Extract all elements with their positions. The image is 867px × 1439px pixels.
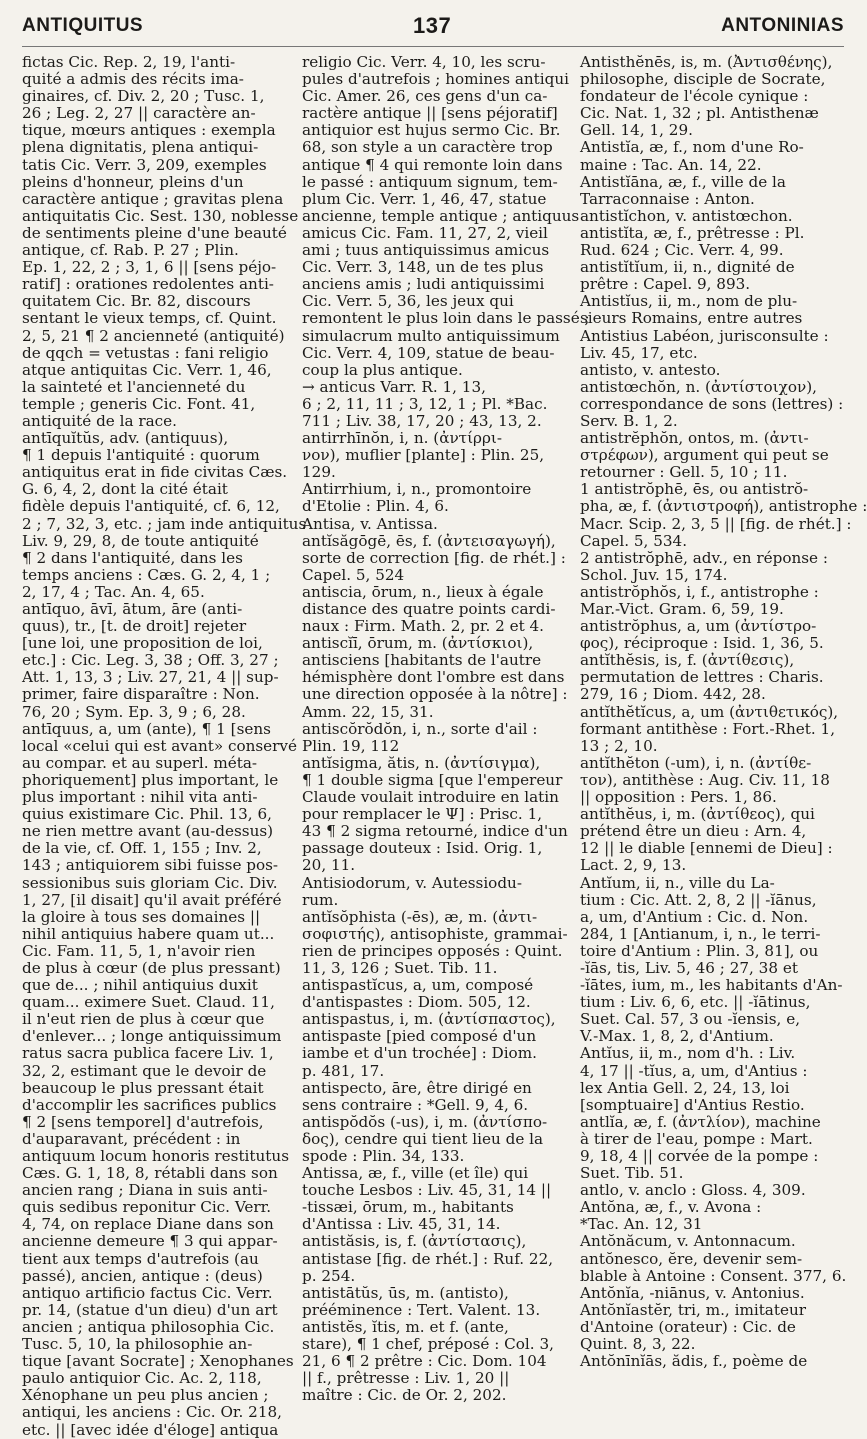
- text-line: tium : Cic. Att. 2, 8, 2 || -ĭānus,: [580, 890, 817, 909]
- text-line: quus), tr., [t. de droit] rejeter: [22, 617, 247, 636]
- text-line: prétend être un dieu : Arn. 4,: [580, 822, 807, 841]
- text-line: antiquo artificio factus Cic. Verr.: [22, 1283, 273, 1302]
- text-line: Antŏnīnĭās, ădis, f., poème de: [580, 1352, 808, 1371]
- text-line: antĭthĕus, i, m. (ἀντίθεος), qui: [580, 805, 815, 824]
- text-line: stare), ¶ 1 chef, préposé : Col. 3,: [302, 1335, 554, 1354]
- text-line: pour remplacer le Ψ] : Prisc. 1,: [302, 805, 543, 824]
- text-line: de sentiments pleine d'une beauté: [22, 223, 287, 242]
- text-line: antlĭa, æ, f. (ἀντλίον), machine: [580, 1112, 821, 1131]
- text-line: antisto, v. antesto.: [580, 360, 721, 379]
- text-line: Antistĭa, æ, f., nom d'une Ro-: [580, 138, 804, 157]
- text-line: d'Etolie : Plin. 4, 6.: [302, 497, 449, 516]
- text-line: pha, æ, f. (ἀντιστροφή), antistrophe :: [580, 497, 867, 516]
- text-line: tique [avant Socrate] ; Xenophanes: [22, 1352, 294, 1371]
- text-line: quam... eximere Suet. Claud. 11,: [22, 993, 275, 1012]
- text-line: coup la plus antique.: [302, 360, 463, 379]
- text-line: Antĭus, ii, m., nom d'h. : Liv.: [580, 1044, 796, 1063]
- text-line: permutation de lettres : Charis.: [580, 668, 824, 687]
- text-line: antistātŭs, ūs, m. (antisto),: [302, 1283, 509, 1302]
- text-line: Gell. 14, 1, 29.: [580, 121, 693, 140]
- text-line: antiquior est hujus sermo Cic. Br.: [302, 121, 561, 140]
- text-line: à tirer de l'eau, pompe : Mart.: [580, 1129, 813, 1148]
- header-rule: [22, 46, 844, 47]
- text-line: antistrŏphŏs, i, f., antistrophe :: [580, 582, 819, 601]
- text-line: simulacrum multo antiquissimum: [302, 326, 560, 345]
- text-line: de la vie, cf. Off. 1, 155 ; Inv. 2,: [22, 839, 262, 858]
- text-line: Liv. 9, 29, 8, de toute antiquité: [22, 531, 259, 550]
- text-line: blable à Antoine : Consent. 377, 6.: [580, 1266, 847, 1285]
- text-line: Capel. 5, 534.: [580, 531, 688, 550]
- text-line: antispŏdŏs (-us), i, m. (ἀντίσπο-: [302, 1112, 548, 1131]
- text-line: Antirrhium, i, n., promontoire: [302, 480, 532, 499]
- text-line: plum Cic. Verr. 1, 46, 47, statue: [302, 189, 547, 208]
- text-line: antiquum locum honoris restitutus: [22, 1147, 289, 1165]
- text-line: ancien rang ; Diana in suis anti-: [22, 1181, 268, 1200]
- text-line: ancienne demeure ¶ 3 qui appar-: [22, 1232, 278, 1251]
- text-line: antique ¶ 4 qui remonte loin dans: [302, 155, 563, 174]
- text-line: Lact. 2, 9, 13.: [580, 856, 687, 875]
- text-line: -tissæi, ōrum, m., habitants: [302, 1198, 514, 1217]
- text-line: p. 254.: [302, 1266, 356, 1285]
- text-line: antirrhīnŏn, i, n. (ἀντίρρι-: [302, 429, 502, 448]
- text-line: antlo, v. anclo : Gloss. 4, 309.: [580, 1181, 806, 1200]
- text-line: correspondance de sons (lettres) :: [580, 394, 844, 413]
- text-line: φος), réciproque : Isid. 1, 36, 5.: [580, 634, 824, 653]
- text-line: sens contraire : *Gell. 9, 4, 6.: [302, 1095, 529, 1114]
- text-line: rien de principes opposés : Quint.: [302, 941, 563, 960]
- text-line: Ep. 1, 22, 2 ; 3, 1, 6 || [sens péjo-: [22, 258, 277, 277]
- text-line: Serv. B. 1, 2.: [580, 411, 678, 430]
- text-line: nihil antiquius habere quam ut...: [22, 924, 275, 943]
- text-line: Antĭum, ii, n., ville du La-: [580, 873, 775, 892]
- text-line: 2 ; 7, 32, 3, etc. ; jam inde antiquitus: [22, 514, 307, 533]
- text-line: Cæs. G. 1, 18, 8, rétabli dans son: [22, 1164, 278, 1183]
- text-line: passé), ancien, antique : (deus): [22, 1266, 263, 1285]
- text-line: 1 antistrŏphē, ēs, ou antistrŏ-: [580, 480, 809, 499]
- text-line: σοφιστής), antisophiste, grammai-: [302, 924, 568, 943]
- text-line: Cic. Verr. 4, 109, statue de beau-: [302, 343, 555, 362]
- text-line: quius existimare Cic. Phil. 13, 6,: [22, 805, 272, 824]
- text-line: remontent le plus loin dans le passé ;: [302, 309, 590, 328]
- text-line: iambe et d'un trochée] : Diom.: [302, 1044, 537, 1063]
- text-line: Liv. 45, 17, etc.: [580, 343, 698, 362]
- text-line: tient aux temps d'autrefois (au: [22, 1249, 259, 1268]
- text-line: tatis Cic. Verr. 3, 209, exemples: [22, 155, 267, 174]
- text-line: 21, 6 ¶ 2 prêtre : Cic. Dom. 104: [302, 1352, 547, 1371]
- text-line: antiqui, les anciens : Cic. Or. 218,: [22, 1403, 282, 1422]
- text-line: quité a admis des récits ima-: [22, 70, 244, 89]
- text-line: philosophe, disciple de Socrate,: [580, 70, 826, 89]
- text-line: antīquo, āvī, ātum, āre (anti-: [22, 600, 243, 618]
- text-line: Cic. Verr. 3, 148, un de tes plus: [302, 258, 544, 277]
- text-line: Macr. Scip. 2, 3, 5 || [fig. de rhét.] :: [580, 514, 852, 533]
- text-line: ractère antique || [sens péjoratif]: [302, 104, 558, 123]
- text-line: antistĭchon, v. antistœchon.: [580, 206, 793, 225]
- text-line: plus important : nihil vita anti-: [22, 788, 258, 807]
- text-line: antistrŏphus, a, um (ἀντίστρο-: [580, 617, 817, 636]
- text-line: 68, son style a un caractère trop: [302, 138, 553, 157]
- text-line: Capel. 5, 524: [302, 565, 405, 584]
- text-line: phoriquement] plus important, le: [22, 770, 279, 789]
- text-line: hémisphère dont l'ombre est dans: [302, 668, 565, 687]
- text-line: antĭsŏphista (-ēs), æ, m. (ἀντι-: [302, 907, 538, 926]
- text-line: de plus à cœur (de plus pressant): [22, 958, 281, 977]
- text-line: ¶ 2 [sens temporel] d'autrefois,: [22, 1112, 264, 1131]
- text-line: caractère antique ; gravitas plena: [22, 189, 284, 208]
- text-line: 2, 5, 21 ¶ 2 ancienneté (antiquité): [22, 326, 285, 345]
- text-line: temple ; generis Cic. Font. 41,: [22, 394, 256, 413]
- text-line: Antisiodorum, v. Autessiodu-: [302, 873, 522, 892]
- text-line: antiscĭī, ōrum, m. (ἀντίσκιοι),: [302, 634, 534, 653]
- text-line: ne rien mettre avant (au-dessus): [22, 822, 274, 841]
- text-line: formant antithèse : Fort.-Rhet. 1,: [580, 719, 836, 738]
- text-line: fidèle depuis l'antiquité, cf. 6, 12,: [22, 497, 280, 516]
- text-line: beaucoup le plus pressant était: [22, 1078, 264, 1097]
- text-line: distance des quatre points cardi-: [302, 600, 556, 618]
- text-line: antiscia, ōrum, n., lieux à égale: [302, 582, 544, 601]
- text-line: antique, cf. Rab. P. 27 ; Plin.: [22, 241, 239, 260]
- text-line: p. 481, 17.: [302, 1061, 385, 1080]
- text-line: [une loi, une proposition de loi,: [22, 634, 263, 653]
- text-line: maine : Tac. An. 14, 22.: [580, 155, 762, 174]
- text-line: 32, 2, estimant que le devoir de: [22, 1061, 267, 1080]
- text-line: Cic. Verr. 5, 36, les jeux qui: [302, 292, 514, 311]
- text-line: Cic. Fam. 11, 5, 1, n'avoir rien: [22, 941, 256, 960]
- text-line: une direction opposée à la nôtre] :: [302, 685, 568, 704]
- text-line: touche Lesbos : Liv. 45, 31, 14 ||: [302, 1181, 552, 1200]
- text-line: antiquitus erat in fide civitas Cæs.: [22, 463, 288, 482]
- text-line: 1, 27, [il disait] qu'il avait préféré: [22, 890, 282, 909]
- text-line: quis sedibus reponitur Cic. Verr.: [22, 1198, 272, 1217]
- text-line: 2 antistrŏphē, adv., en réponse :: [580, 548, 828, 567]
- text-line: temps anciens : Cæs. G. 2, 4, 1 ;: [22, 565, 271, 584]
- text-line: G. 6, 4, 2, dont la cité était: [22, 480, 228, 499]
- text-line: 711 ; Liv. 38, 17, 20 ; 43, 13, 2.: [302, 411, 542, 430]
- text-line: -ĭātes, ium, m., les habitants d'An-: [580, 976, 843, 995]
- text-line: Antistius Labéon, jurisconsulte :: [580, 326, 829, 345]
- text-line: pules d'autrefois ; homines antiqui: [302, 70, 569, 89]
- text-line: antispaste [pied composé d'un: [302, 1027, 537, 1046]
- text-line: antīquĭtŭs, adv. (antiquus),: [22, 429, 229, 448]
- text-line: Claude voulait introduire en latin: [302, 788, 559, 807]
- text-line: ancienne, temple antique ; antiquus: [302, 206, 580, 225]
- text-line: Cic. Nat. 1, 32 ; pl. Antisthenæ: [580, 104, 819, 123]
- text-line: spode : Plin. 34, 133.: [302, 1147, 465, 1165]
- text-line: ami ; tuus antiquissimus amicus: [302, 241, 550, 260]
- text-line: le passé : antiquum signum, tem-: [302, 172, 558, 191]
- text-line: antiquité de la race.: [22, 411, 177, 430]
- text-line: amicus Cic. Fam. 11, 27, 2, vieil: [302, 223, 548, 242]
- text-line: antĭsăgōgē, ēs, f. (ἀντεισαγωγή),: [302, 531, 556, 550]
- text-line: 4, 17 || -tĭus, a, um, d'Antius :: [580, 1061, 808, 1080]
- text-line: Tarraconnaise : Anton.: [580, 189, 755, 208]
- text-line: Quint. 8, 3, 22.: [580, 1335, 696, 1354]
- text-line: antisciens [habitants de l'autre: [302, 651, 542, 670]
- text-line: antĭthĕsis, is, f. (ἀντίθεσις),: [580, 651, 795, 670]
- text-line: fondateur de l'école cynique :: [580, 87, 809, 106]
- text-line: au compar. et au superl. méta-: [22, 753, 258, 772]
- text-line: plena dignitatis, plena antiqui-: [22, 138, 259, 157]
- text-line: antĭthĕtĭcus, a, um (ἀντιθετικός),: [580, 702, 839, 721]
- text-line: a, um, d'Antium : Cic. d. Non.: [580, 907, 809, 926]
- text-line: Antissa, æ, f., ville (et île) qui: [302, 1164, 529, 1183]
- text-line: ¶ 1 double sigma [que l'empereur: [302, 770, 563, 789]
- text-line: pleins d'honneur, pleins d'un: [22, 172, 244, 191]
- text-line: tium : Liv. 6, 6, etc. || -ĭātinus,: [580, 993, 811, 1012]
- text-line: ¶ 1 depuis l'antiquité : quorum: [22, 446, 260, 465]
- text-line: atque antiquitas Cic. Verr. 1, 46,: [22, 360, 272, 379]
- column-2: [302, 53, 590, 1405]
- text-line: la sainteté et l'ancienneté du: [22, 377, 246, 396]
- text-line: antĭthĕton (-um), i, n. (ἀντίθε-: [580, 753, 812, 772]
- text-line: ginaires, cf. Div. 2, 20 ; Tusc. 1,: [22, 87, 265, 106]
- text-line: 13 ; 2, 10.: [580, 736, 658, 755]
- text-line: maître : Cic. de Or. 2, 202.: [302, 1386, 507, 1405]
- text-line: sorte de correction [fig. de rhét.] :: [302, 548, 566, 567]
- text-line: ratus sacra publica facere Liv. 1,: [22, 1044, 274, 1063]
- header-left-headword: ANTIQUITUS: [22, 15, 144, 36]
- text-line: → anticus Varr. R. 1, 13,: [302, 377, 486, 396]
- text-line: antiscŏrŏdŏn, i, n., sorte d'ail :: [302, 719, 538, 738]
- text-line: ancien ; antiqua philosophia Cic.: [22, 1317, 275, 1336]
- text-line: prêtre : Capel. 9, 893.: [580, 275, 751, 294]
- text-line: ratif] : orationes redolentes anti-: [22, 275, 274, 294]
- text-line: primer, faire disparaître : Non.: [22, 685, 260, 704]
- text-line: antispastĭcus, a, um, composé: [302, 976, 534, 995]
- text-line: Suet. Tib. 51.: [580, 1164, 684, 1183]
- text-line: 284, 1 [Antianum, i, n., le terri-: [580, 924, 821, 943]
- text-line: νον), muflier [plante] : Plin. 25,: [302, 446, 545, 465]
- text-line: 143 ; antiquiorem sibi fuisse pos-: [22, 856, 279, 875]
- text-line: antistœchŏn, n. (ἀντίστοιχον),: [580, 377, 817, 396]
- text-line: retourner : Gell. 5, 10 ; 11.: [580, 463, 788, 482]
- text-line: || opposition : Pers. 1, 86.: [580, 788, 777, 807]
- text-line: d'accomplir les sacrifices publics: [22, 1095, 277, 1114]
- text-line: || f., prêtresse : Liv. 1, 20 ||: [302, 1369, 510, 1388]
- text-line: pr. 14, (statue d'un dieu) d'un art: [22, 1300, 278, 1319]
- text-line: que de... ; nihil antiquius duxit: [22, 976, 258, 995]
- text-line: d'auparavant, précédent : in: [22, 1129, 241, 1148]
- text-line: 43 ¶ 2 sigma retourné, indice d'un: [302, 822, 568, 841]
- text-line: antĭsigma, ătis, n. (ἀντίσιγμα),: [302, 753, 541, 772]
- text-line: Schol. Juv. 15, 174.: [580, 565, 728, 584]
- text-line: -ĭās, tis, Liv. 5, 46 ; 27, 38 et: [580, 958, 798, 977]
- text-line: 129.: [302, 463, 336, 482]
- text-line: 279, 16 ; Diom. 442, 28.: [580, 685, 766, 704]
- text-line: Antistĭus, ii, m., nom de plu-: [580, 292, 798, 311]
- text-line: etc. || [avec idée d'éloge] antiqua: [22, 1420, 279, 1439]
- text-line: paulo antiquior Cic. Ac. 2, 118,: [22, 1369, 262, 1388]
- text-line: 4, 74, on replace Diane dans son: [22, 1215, 274, 1234]
- text-line: rum.: [302, 890, 339, 909]
- text-line: antistĭta, æ, f., prêtresse : Pl.: [580, 223, 805, 242]
- text-line: antistăsis, is, f. (ἀντίστασις),: [302, 1232, 527, 1251]
- text-line: Antistĭāna, æ, f., ville de la: [580, 172, 786, 191]
- text-line: quitatem Cic. Br. 82, discours: [22, 292, 251, 311]
- text-line: antistĕs, ĭtis, m. et f. (ante,: [302, 1317, 509, 1336]
- text-line: Antŏnăcum, v. Antonnacum.: [580, 1232, 796, 1251]
- text-line: Xénophane un peu plus ancien ;: [22, 1386, 269, 1405]
- text-line: Att. 1, 13, 3 ; Liv. 27, 21, 4 || sup-: [22, 668, 279, 687]
- text-line: prééminence : Tert. Valent. 13.: [302, 1300, 541, 1319]
- text-line: sentant le vieux temps, cf. Quint.: [22, 309, 277, 328]
- text-line: d'Antissa : Liv. 45, 31, 14.: [302, 1215, 501, 1234]
- text-line: 12 || le diable [ennemi de Dieu] :: [580, 839, 833, 858]
- text-line: antispastus, i, m. (ἀντίσπαστος),: [302, 1010, 556, 1029]
- text-line: antistĭtĭum, ii, n., dignité de: [580, 258, 795, 277]
- text-line: *Tac. An. 12, 31: [580, 1215, 703, 1234]
- text-line: Antisa, v. Antissa.: [302, 514, 438, 533]
- text-line: Antŏnĭa, -niānus, v. Antonius.: [580, 1283, 805, 1302]
- text-line: tique, mœurs antiques : exempla: [22, 121, 276, 140]
- text-line: 26 ; Leg. 2, 27 || caractère an-: [22, 104, 256, 123]
- text-line: local «celui qui est avant» conservé: [22, 736, 297, 755]
- text-line: de qqch = vetustas : fani religio: [22, 343, 269, 362]
- text-line: toire d'Antium : Plin. 3, 81], ou: [580, 941, 819, 960]
- text-line: antistrĕphŏn, ontos, m. (ἀντι-: [580, 429, 809, 448]
- text-line: d'Antoine (orateur) : Cic. de: [580, 1317, 796, 1336]
- text-line: d'antispastes : Diom. 505, 12.: [302, 993, 531, 1012]
- text-line: [somptuaire] d'Antius Restio.: [580, 1095, 805, 1114]
- text-line: 20, 11.: [302, 856, 356, 875]
- text-line: religio Cic. Verr. 4, 10, les scru-: [302, 53, 546, 71]
- text-line: στρέφων), argument qui peut se: [580, 446, 829, 465]
- text-line: Tusc. 5, 10, la philosophie an-: [22, 1335, 253, 1354]
- text-line: Antŏna, æ, f., v. Avona :: [580, 1198, 762, 1217]
- text-line: antīquus, a, um (ante), ¶ 1 [sens: [22, 719, 271, 738]
- text-line: passage douteux : Isid. Orig. 1,: [302, 839, 543, 858]
- text-line: sieurs Romains, entre autres: [580, 309, 803, 328]
- text-line: lex Antia Gell. 2, 24, 13, loi: [580, 1078, 790, 1097]
- header-right-headword: ANTONINIAS: [721, 15, 844, 36]
- text-line: naux : Firm. Math. 2, pr. 2 et 4.: [302, 617, 544, 636]
- text-line: Mar.-Vict. Gram. 6, 59, 19.: [580, 600, 784, 618]
- text-line: 9, 18, 4 || corvée de la pompe :: [580, 1147, 819, 1165]
- text-line: 76, 20 ; Sym. Ep. 3, 9 ; 6, 28.: [22, 702, 246, 721]
- text-line: δος), cendre qui tient lieu de la: [302, 1129, 544, 1148]
- text-line: d'enlever... ; longe antiquissimum: [22, 1027, 282, 1046]
- text-line: il n'eut rien de plus à cœur que: [22, 1010, 265, 1029]
- page-number: 137: [413, 13, 452, 38]
- text-line: antŏnesco, ĕre, devenir sem-: [580, 1249, 803, 1268]
- text-line: Plin. 19, 112: [302, 736, 400, 755]
- text-line: V.-Max. 1, 8, 2, d'Antium.: [580, 1027, 774, 1046]
- text-line: la gloire à tous ses domaines ||: [22, 907, 261, 926]
- text-line: Antisthĕnēs, is, m. (Ἀντισθένης),: [580, 53, 833, 71]
- text-line: antiquitatis Cic. Sest. 130, noblesse: [22, 206, 299, 225]
- text-line: 2, 17, 4 ; Tac. An. 4, 65.: [22, 582, 205, 601]
- text-line: Amm. 22, 15, 31.: [302, 702, 434, 721]
- text-line: 11, 3, 126 ; Suet. Tib. 11.: [302, 958, 498, 977]
- text-line: 6 ; 2, 11, 11 ; 3, 12, 1 ; Pl. *Bac.: [302, 394, 548, 413]
- text-line: τον), antithèse : Aug. Civ. 11, 18: [580, 770, 830, 789]
- text-line: ¶ 2 dans l'antiquité, dans les: [22, 548, 243, 567]
- text-line: sessionibus suis gloriam Cic. Div.: [22, 873, 278, 892]
- text-line: antispecto, āre, être dirigé en: [302, 1078, 532, 1097]
- column-3: [580, 53, 867, 1371]
- text-line: antistase [fig. de rhét.] : Ruf. 22,: [302, 1249, 554, 1268]
- text-line: Rud. 624 ; Cic. Verr. 4, 99.: [580, 241, 784, 260]
- text-line: Antŏnĭastĕr, tri, m., imitateur: [580, 1300, 806, 1319]
- text-line: anciens amis ; ludi antiquissimi: [302, 275, 545, 294]
- text-line: Cic. Amer. 26, ces gens d'un ca-: [302, 87, 548, 106]
- text-line: Suet. Cal. 57, 3 ou -ĭensis, e,: [580, 1010, 801, 1029]
- page-header: [22, 8, 844, 44]
- text-line: etc.] : Cic. Leg. 3, 38 ; Off. 3, 27 ;: [22, 651, 279, 670]
- text-line: fictas Cic. Rep. 2, 19, l'anti-: [22, 53, 236, 71]
- column-1: [22, 53, 307, 1439]
